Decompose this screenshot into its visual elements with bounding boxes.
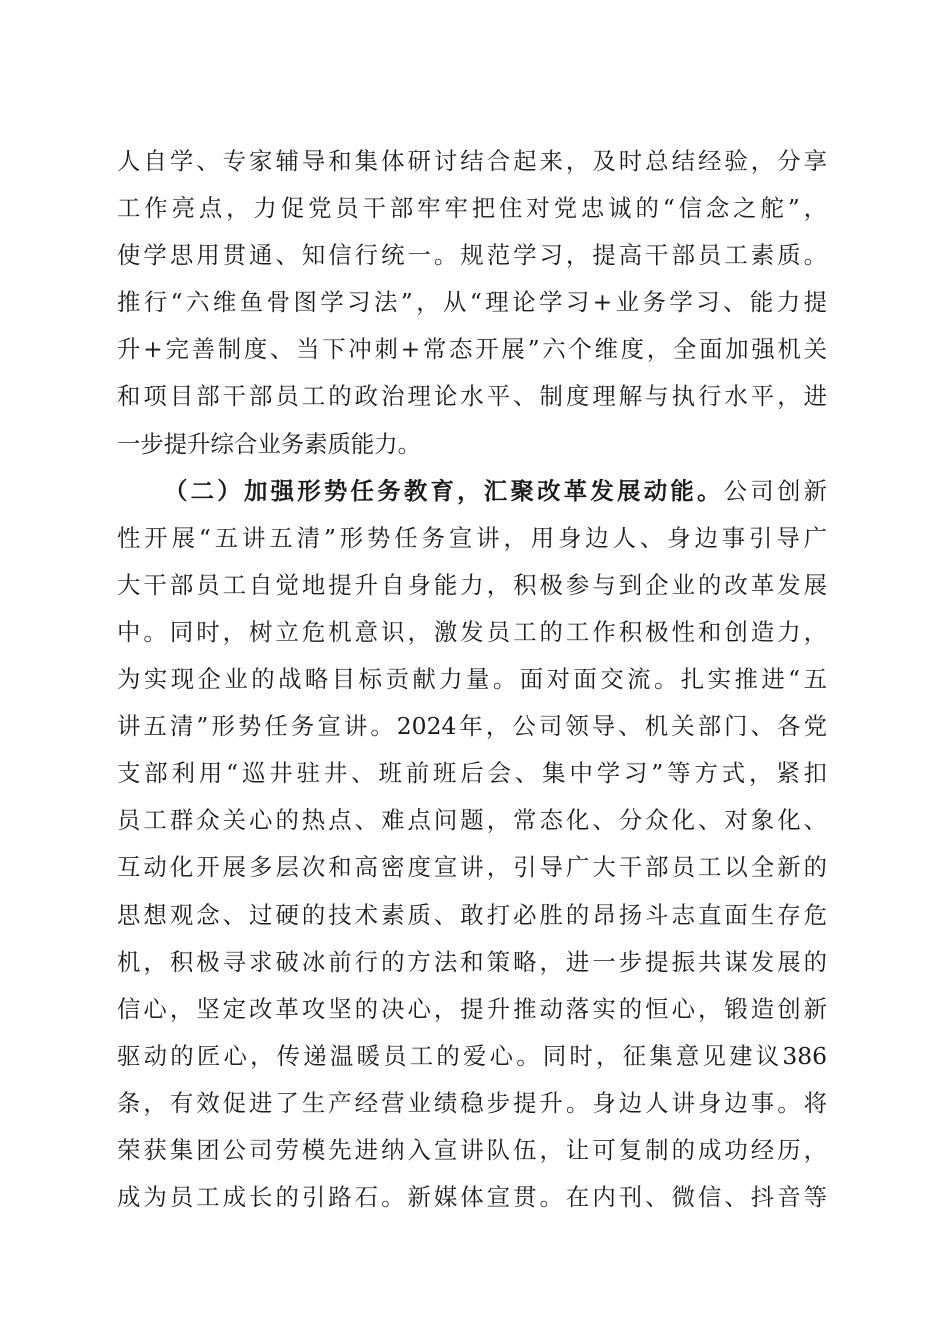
text-line: 和项目部干部员工的政治理论水平、制度理解与执行水平，进 (117, 382, 827, 411)
text-line: 性开展“五讲五清”形势任务宣讲，用身边人、身边事引导广 (117, 523, 827, 552)
text-line: 员工群众关心的热点、难点问题，常态化、分众化、对象化、 (117, 806, 827, 835)
section-heading-continuation: 公司创新 (723, 476, 827, 505)
text-line: 成为员工成长的引路石。新媒体宣贯。在内刊、微信、抖音等 (117, 1183, 827, 1212)
text-line: 信心，坚定改革攻坚的决心，提升推动落实的恒心，锻造创新 (117, 994, 827, 1023)
section-heading-line (117, 468, 827, 515)
body-text (117, 138, 827, 1221)
text-line: 为实现企业的战略目标贡献力量。面对面交流。扎实推进“五 (117, 665, 827, 694)
text-line: 条，有效促进了生产经营业绩稳步提升。身边人讲身边事。将 (117, 1088, 827, 1117)
text-line: 荣获集团公司劳模先进纳入宣讲队伍，让可复制的成功经历， (117, 1135, 827, 1164)
text-line: 推行“六维鱼骨图学习法”，从“理论学习+业务学习、能力提 (117, 288, 827, 317)
text-line: 升+完善制度、当下冲刺+常态开展”六个维度，全面加强机关 (117, 335, 827, 364)
text-line: 讲五清”形势任务宣讲。2024年，公司领导、机关部门、各党 (117, 712, 827, 741)
text-line: 思想观念、过硬的技术素质、敢打必胜的昂扬斗志直面生存危 (117, 900, 827, 929)
text-line: 使学思用贯通、知信行统一。规范学习，提高干部员工素质。 (117, 241, 827, 270)
text-line: 驱动的匠心，传递温暖员工的爱心。同时，征集意见建议386 (117, 1041, 827, 1070)
text-line: 机，积极寻求破冰前行的方法和策略，进一步提振共谋发展的 (117, 947, 827, 976)
text-line: 工作亮点，力促党员干部牢牢把住对党忠诚的“信念之舵”， (117, 194, 827, 223)
section-heading: （二）加强形势任务教育，汇聚改革发展动能。 (164, 476, 724, 505)
text-line: 大干部员工自觉地提升自身能力，积极参与到企业的改革发展 (117, 570, 827, 599)
text-line: 支部利用“巡井驻井、班前班后会、集中学习”等方式，紧扣 (117, 759, 827, 788)
text-line: 一步提升综合业务素质能力。 (117, 429, 422, 458)
text-line: 人自学、专家辅导和集体研讨结合起来，及时总结经验，分享 (117, 147, 827, 175)
text-line: 互动化开展多层次和高密度宣讲，引导广大干部员工以全新的 (117, 853, 827, 882)
text-line: 中。同时，树立危机意识，激发员工的工作积极性和创造力， (117, 617, 827, 646)
